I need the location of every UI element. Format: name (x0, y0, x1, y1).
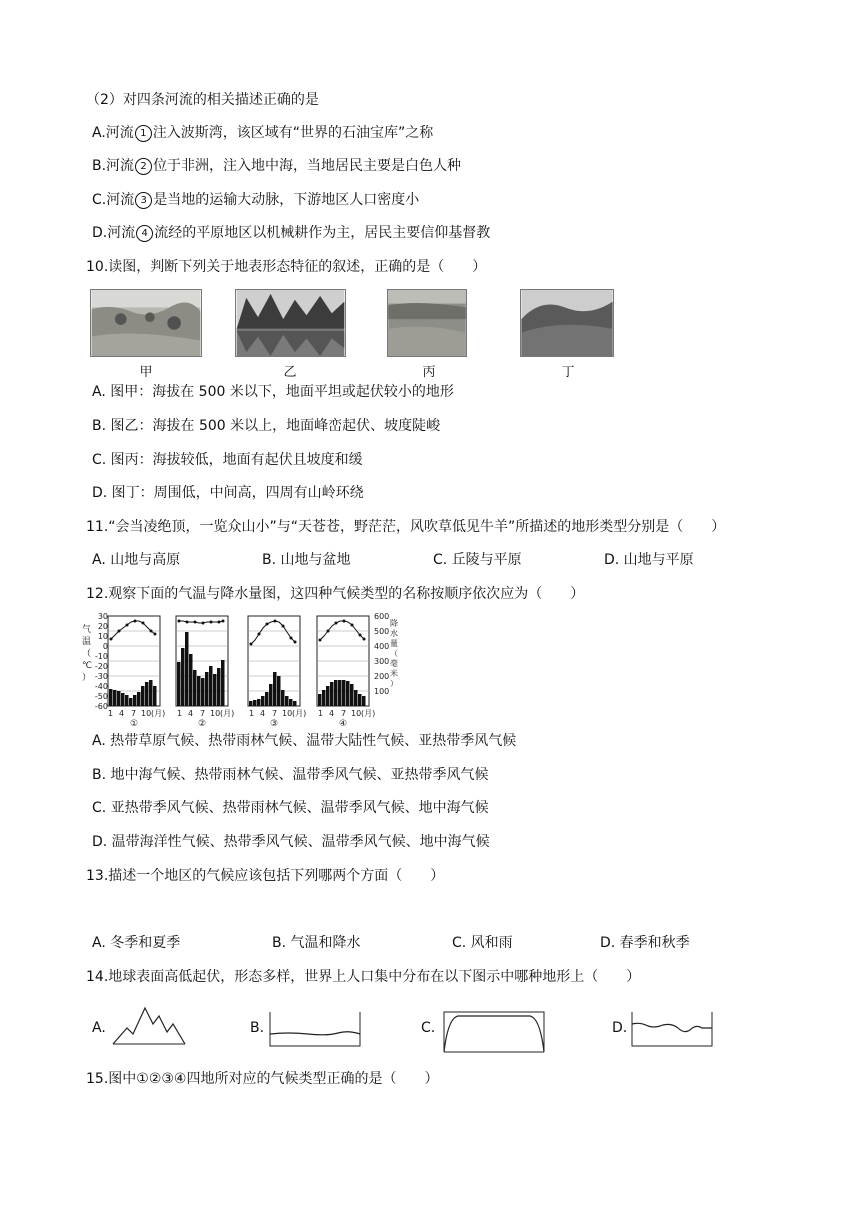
p3-month-10: 10 (282, 709, 293, 718)
q11-option-d: D. 山地与平原 (604, 552, 694, 568)
precip-tick-400: 400 (374, 642, 390, 651)
precip-tick-600: 600 (374, 612, 390, 621)
temp-tick-0: 0 (102, 642, 108, 651)
p4-month-1: 1 (318, 709, 324, 718)
q10-stem: 10.读图，判断下列关于地表形态特征的叙述，正确的是（ ） (86, 259, 487, 275)
precip-axis-label-4: （ (390, 649, 398, 658)
p4-month-10: 10 (351, 709, 362, 718)
q10-option-b: B. 图乙：海拔在 500 米以上，地面峰峦起伏、坡度陡峻 (92, 418, 441, 434)
p3-month-4: 4 (260, 709, 266, 718)
temp-tick-30: 30 (97, 612, 108, 621)
temp-tick-m30: -30 (94, 672, 108, 681)
p1-month-1: 1 (108, 709, 114, 718)
q14-option-b-label: B. (250, 1020, 265, 1036)
p1-month-unit: (月) (151, 709, 166, 718)
p2-month-unit: (月) (220, 709, 235, 718)
q11-option-a: A. 山地与高原 (92, 552, 181, 568)
precip-axis-label-2: 水 (390, 629, 398, 638)
photo-ding (520, 289, 614, 357)
q13-option-a: A. 冬季和夏季 (92, 935, 181, 951)
photo-bing (387, 289, 467, 357)
temp-tick-20: 20 (97, 622, 108, 631)
q13-option-b: B. 气温和降水 (272, 935, 361, 951)
temp-axis-label-3: （ (82, 649, 92, 659)
temp-tick-m40: -40 (94, 682, 108, 691)
terrain-mountain-diagram (111, 1004, 187, 1046)
precip-axis-label-6: 米 (390, 669, 398, 678)
precip-tick-500: 500 (374, 627, 390, 636)
photo-yi (235, 289, 346, 357)
photo-label-ding: 丁 (561, 365, 575, 380)
panel-label-2: ② (197, 719, 207, 726)
q11-option-c: C. 丘陵与平原 (433, 552, 522, 568)
precip-tick-100: 100 (374, 687, 390, 696)
temp-tick-m20: -20 (94, 662, 108, 671)
p4-month-unit: (月) (361, 709, 376, 718)
precip-axis-label-7: ） (390, 679, 398, 688)
p1-month-7: 7 (131, 709, 137, 718)
q12-option-a: A. 热带草原气候、热带雨林气候、温带大陆性气候、亚热带季风气候 (92, 733, 517, 749)
q11-option-b: B. 山地与盆地 (262, 552, 351, 568)
q13-option-c: C. 风和雨 (452, 935, 513, 951)
p1-month-4: 4 (119, 709, 125, 718)
q14-option-d-label: D. (612, 1020, 628, 1036)
terrain-basin-diagram (630, 1008, 714, 1048)
q9-2-option-d: D.河流 4 流经的平原地区以机械耕作为主，居民主要信仰基督教 (92, 225, 491, 241)
temp-tick-m50: -50 (94, 692, 108, 701)
terrain-plateau-diagram (440, 1008, 548, 1054)
temp-axis-label-1: 气 (82, 625, 92, 635)
p2-month-1: 1 (177, 709, 183, 718)
p2-month-4: 4 (188, 709, 194, 718)
q14-option-a-label: A. (92, 1020, 106, 1036)
photo-label-bing: 丙 (422, 365, 436, 380)
q12-option-b: B. 地中海气候、热带雨林气候、温带季风气候、亚热带季风气候 (92, 767, 489, 783)
q15-stem: 15.图中①②③④四地所对应的气候类型正确的是（ ） (86, 1071, 439, 1087)
q9-2-option-a: A.河流 1 注入波斯湾，该区域有“世界的石油宝库”之称 (92, 125, 434, 141)
q13-option-d: D. 春季和秋季 (600, 935, 690, 951)
precip-axis-label-5: 毫 (390, 659, 398, 668)
p4-month-7: 7 (341, 709, 347, 718)
q14-stem: 14.地球表面高低起伏，形态多样，世界上人口集中分布在以下图示中哪种地形上（ ） (86, 969, 641, 985)
precip-axis-label-3: 量 (390, 639, 398, 648)
p1-month-10: 10 (141, 709, 152, 718)
q12-option-d: D. 温带海洋性气候、热带季风气候、温带季风气候、地中海气候 (92, 834, 490, 850)
q9-2-option-b: B.河流 2 位于非洲，注入地中海，当地居民主要是白色人种 (92, 158, 462, 174)
q11-stem: 11.“会当凌绝顶，一览众山小”与“天苍苍，野茫茫，风吹草低见牛羊”所描述的地形类型分别是（ ） (86, 519, 726, 535)
q10-option-a: A. 图甲：海拔在 500 米以下，地面平坦或起伏较小的地形 (92, 384, 454, 400)
p3-month-unit: (月) (292, 709, 307, 718)
temp-tick-10: 10 (97, 632, 108, 641)
temp-tick-m10: -10 (94, 652, 108, 661)
panel-label-3: ③ (269, 719, 279, 726)
p3-month-1: 1 (249, 709, 255, 718)
q9-2-stem: （2）对四条河流的相关描述正确的是 (86, 92, 319, 108)
photo-jia (90, 289, 202, 357)
precip-axis-label-1: 降 (390, 619, 398, 628)
q13-stem: 13.描述一个地区的气候应该包括下列哪两个方面（ ） (86, 868, 445, 884)
photo-label-yi: 乙 (283, 365, 297, 380)
p4-month-4: 4 (329, 709, 335, 718)
climate-panel-2 (176, 616, 228, 706)
temp-axis-label-2: 温 (82, 637, 92, 647)
p2-month-10: 10 (210, 709, 221, 718)
q12-stem: 12.观察下面的气温与降水量图，这四种气候类型的名称按顺序依次应为（ ） (86, 586, 585, 602)
terrain-plain-diagram (268, 1008, 362, 1048)
q10-option-d: D. 图丁：周围低，中间高，四周有山岭环绕 (92, 485, 364, 501)
precip-tick-300: 300 (374, 657, 390, 666)
q10-option-c: C. 图丙：海拔较低，地面有起伏且坡度和缓 (92, 452, 363, 468)
climate-panel-4 (317, 616, 369, 706)
climate-panel-3 (248, 616, 300, 706)
panel-label-1: ① (129, 719, 139, 726)
q11-options (92, 551, 812, 569)
climate-panel-1 (108, 616, 160, 706)
p3-month-7: 7 (272, 709, 278, 718)
q9-2-option-c: C.河流 3 是当地的运输大动脉，下游地区人口密度小 (92, 192, 420, 208)
q13-options (92, 934, 812, 952)
q12-option-c: C. 亚热带季风气候、热带雨林气候、温带季风气候、地中海气候 (92, 800, 489, 816)
temp-axis-label-4: ℃ (82, 661, 93, 671)
q14-option-c-label: C. (421, 1020, 436, 1036)
photo-label-jia: 甲 (139, 365, 153, 380)
precip-tick-200: 200 (374, 672, 390, 681)
p2-month-7: 7 (200, 709, 206, 718)
panel-label-4: ④ (338, 719, 348, 726)
climate-charts (78, 610, 398, 726)
temp-tick-m60: -60 (94, 702, 108, 711)
temp-axis-label-5: ） (82, 673, 92, 683)
